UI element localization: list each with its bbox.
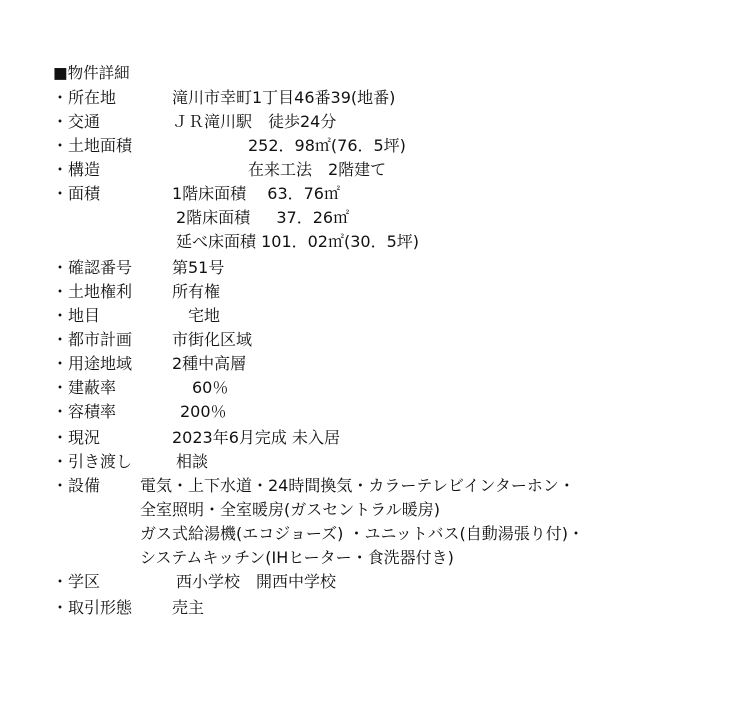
row-label-land-area: ・土地面積 [52, 136, 133, 155]
row-value-transaction-type: 売主 [172, 598, 205, 617]
row-value-facilities-4: システムキッチン(IHヒーター・食洗器付き) [140, 548, 454, 567]
row-label-transport: ・交通 [52, 112, 101, 131]
row-value-zoning: 2種中高層 [172, 354, 247, 373]
row-value-land-category: 宅地 [188, 306, 221, 325]
row-label-address: ・所在地 [52, 88, 117, 107]
row-label-land-rights: ・土地権利 [52, 282, 133, 301]
row-value-floor-area-total: 延べ床面積 101．02㎡(30．5坪) [176, 232, 420, 251]
row-value-address: 滝川市幸町1丁目46番39(地番) [172, 88, 396, 107]
row-value-handover: 相談 [176, 452, 209, 471]
row-value-facilities-1: 電気・上下水道・24時間換気・カラーテレビインターホン・ [140, 476, 575, 495]
row-value-facilities-2: 全室照明・全室暖房(ガスセントラル暖房) [140, 500, 441, 519]
row-value-city-planning: 市街化区域 [172, 330, 253, 349]
row-label-land-category: ・地目 [52, 306, 101, 325]
row-value-floor-area-2f: 2階床面積 37．26㎡ [176, 208, 350, 227]
row-label-current-status: ・現況 [52, 428, 101, 447]
row-value-current-status: 2023年6月完成 未入居 [172, 428, 340, 447]
row-label-coverage-ratio: ・建蔽率 [52, 378, 117, 397]
row-label-confirmation-no: ・確認番号 [52, 258, 133, 277]
row-label-zoning: ・用途地域 [52, 354, 133, 373]
row-label-structure: ・構造 [52, 160, 101, 179]
row-label-facilities: ・設備 [52, 476, 101, 495]
row-label-floor-area: ・面積 [52, 184, 101, 203]
row-label-city-planning: ・都市計画 [52, 330, 133, 349]
row-value-land-area: 252．98㎡(76．5坪) [248, 136, 406, 155]
row-value-facilities-3: ガス式給湯機(エコジョーズ) ・ユニットバス(自動湯張り付)・ [140, 524, 584, 543]
row-label-school-district: ・学区 [52, 572, 101, 591]
row-label-transaction-type: ・取引形態 [52, 598, 133, 617]
row-label-floor-area-ratio: ・容積率 [52, 402, 117, 421]
row-value-land-rights: 所有権 [172, 282, 221, 301]
row-value-structure: 在来工法 2階建て [248, 160, 387, 179]
row-value-transport: ＪＲ滝川駅 徒歩24分 [172, 112, 337, 131]
row-value-floor-area-1f: 1階床面積 63．76㎡ [172, 184, 340, 203]
section-heading: ■物件詳細 [53, 64, 130, 82]
row-value-coverage-ratio: 60％ [192, 378, 229, 397]
row-value-school-district: 西小学校 開西中学校 [176, 572, 337, 591]
row-value-floor-area-ratio: 200％ [180, 402, 227, 421]
row-label-handover: ・引き渡し [52, 452, 133, 471]
row-value-confirmation-no: 第51号 [172, 258, 225, 277]
